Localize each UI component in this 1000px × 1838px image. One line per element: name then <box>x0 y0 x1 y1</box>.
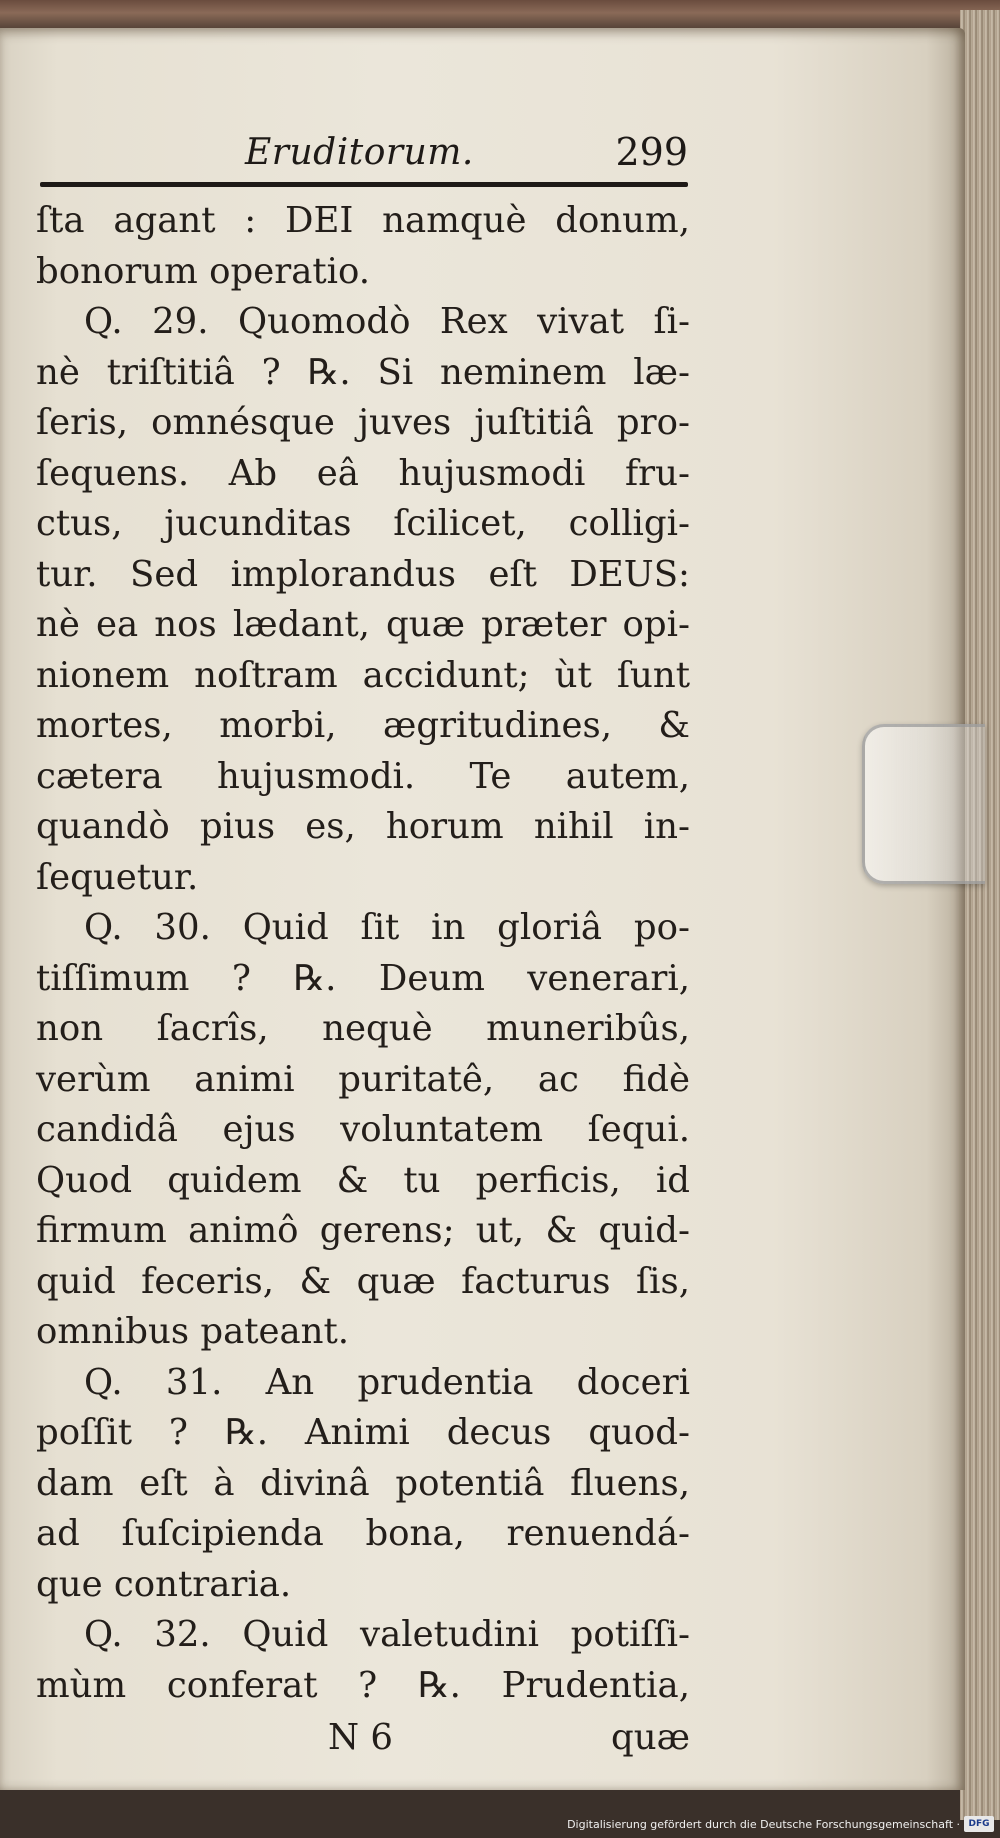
text-line: ſequens. Ab eâ hujusmodi fru- <box>36 452 690 494</box>
footer-line <box>36 1711 690 1765</box>
dfg-logo: DFG <box>964 1816 994 1832</box>
text-line: ad ſuſcipienda bona, renuendá- <box>36 1513 690 1554</box>
digitization-credit: Digitalisierung gefördert durch die Deutsche Forschungsgemeinschaft · <box>567 1818 960 1831</box>
text-line: Q. 32. Quid valetudini potiſſi- <box>84 1614 690 1655</box>
header-rule <box>40 182 688 187</box>
page-header <box>40 130 688 180</box>
catchword: quæ <box>611 1717 690 1758</box>
text-line: bonorum operatio. <box>36 250 371 292</box>
running-title: Eruditorum. <box>245 132 474 173</box>
text-line: Q. 31. An prudentia doceri <box>84 1361 690 1403</box>
text-line: Q. 29. Quomodò Rex vivat ſi- <box>84 301 690 342</box>
text-line: verùm animi puritatê, ac fidè <box>36 1058 690 1100</box>
text-line: quid feceris, & quæ facturus ſis, <box>36 1260 690 1302</box>
text-line: nionem noſtram accidunt; ùt ſunt <box>36 654 690 696</box>
text-line: quandò pius es, horum nihil in- <box>36 806 690 847</box>
text-line: dam eſt à divinâ potentiâ fluens, <box>36 1462 690 1504</box>
text-line: que contraria. <box>36 1563 292 1605</box>
text-line: poſſit ? ℞. Animi decus quod- <box>36 1412 690 1453</box>
text-line: firmum animô gerens; ut, & quid- <box>36 1210 690 1251</box>
text-line: tur. Sed implorandus eſt DEUS: <box>36 553 690 595</box>
page-number: 299 <box>615 130 688 174</box>
body-text <box>36 196 690 1765</box>
text-line: mùm conferat ? ℞. Prudentia, <box>36 1664 690 1706</box>
text-line: tiſſimum ? ℞. Deum venerari, <box>36 957 690 999</box>
text-line: nè ea nos lædant, quæ præter opi- <box>36 604 690 645</box>
page-clip <box>862 724 985 884</box>
text-line: ctus, jucunditas ſcilicet, colligi- <box>36 503 690 544</box>
text-line: non ſacrîs, nequè muneribûs, <box>36 1008 690 1049</box>
text-line: nè triſtitiâ ? ℞. Si neminem læ- <box>36 351 690 393</box>
page-edges <box>960 10 1000 1820</box>
text-line: mortes, morbi, ægritudines, & <box>36 705 690 746</box>
text-line: Q. 30. Quid ſit in gloriâ po- <box>84 907 690 948</box>
text-line: Quod quidem & tu perficis, id <box>36 1159 690 1201</box>
text-line: ſequetur. <box>36 856 199 898</box>
text-line: candidâ ejus voluntatem ſequi. <box>36 1109 690 1150</box>
text-line: ſeris, omnésque juves juſtitiâ pro- <box>36 402 690 443</box>
text-line: omnibus pateant. <box>36 1311 350 1352</box>
text-line: cætera hujusmodi. Te autem, <box>36 755 690 797</box>
signature-mark: N 6 <box>328 1717 393 1758</box>
text-line: ſta agant : DEI namquè donum, <box>36 200 690 241</box>
